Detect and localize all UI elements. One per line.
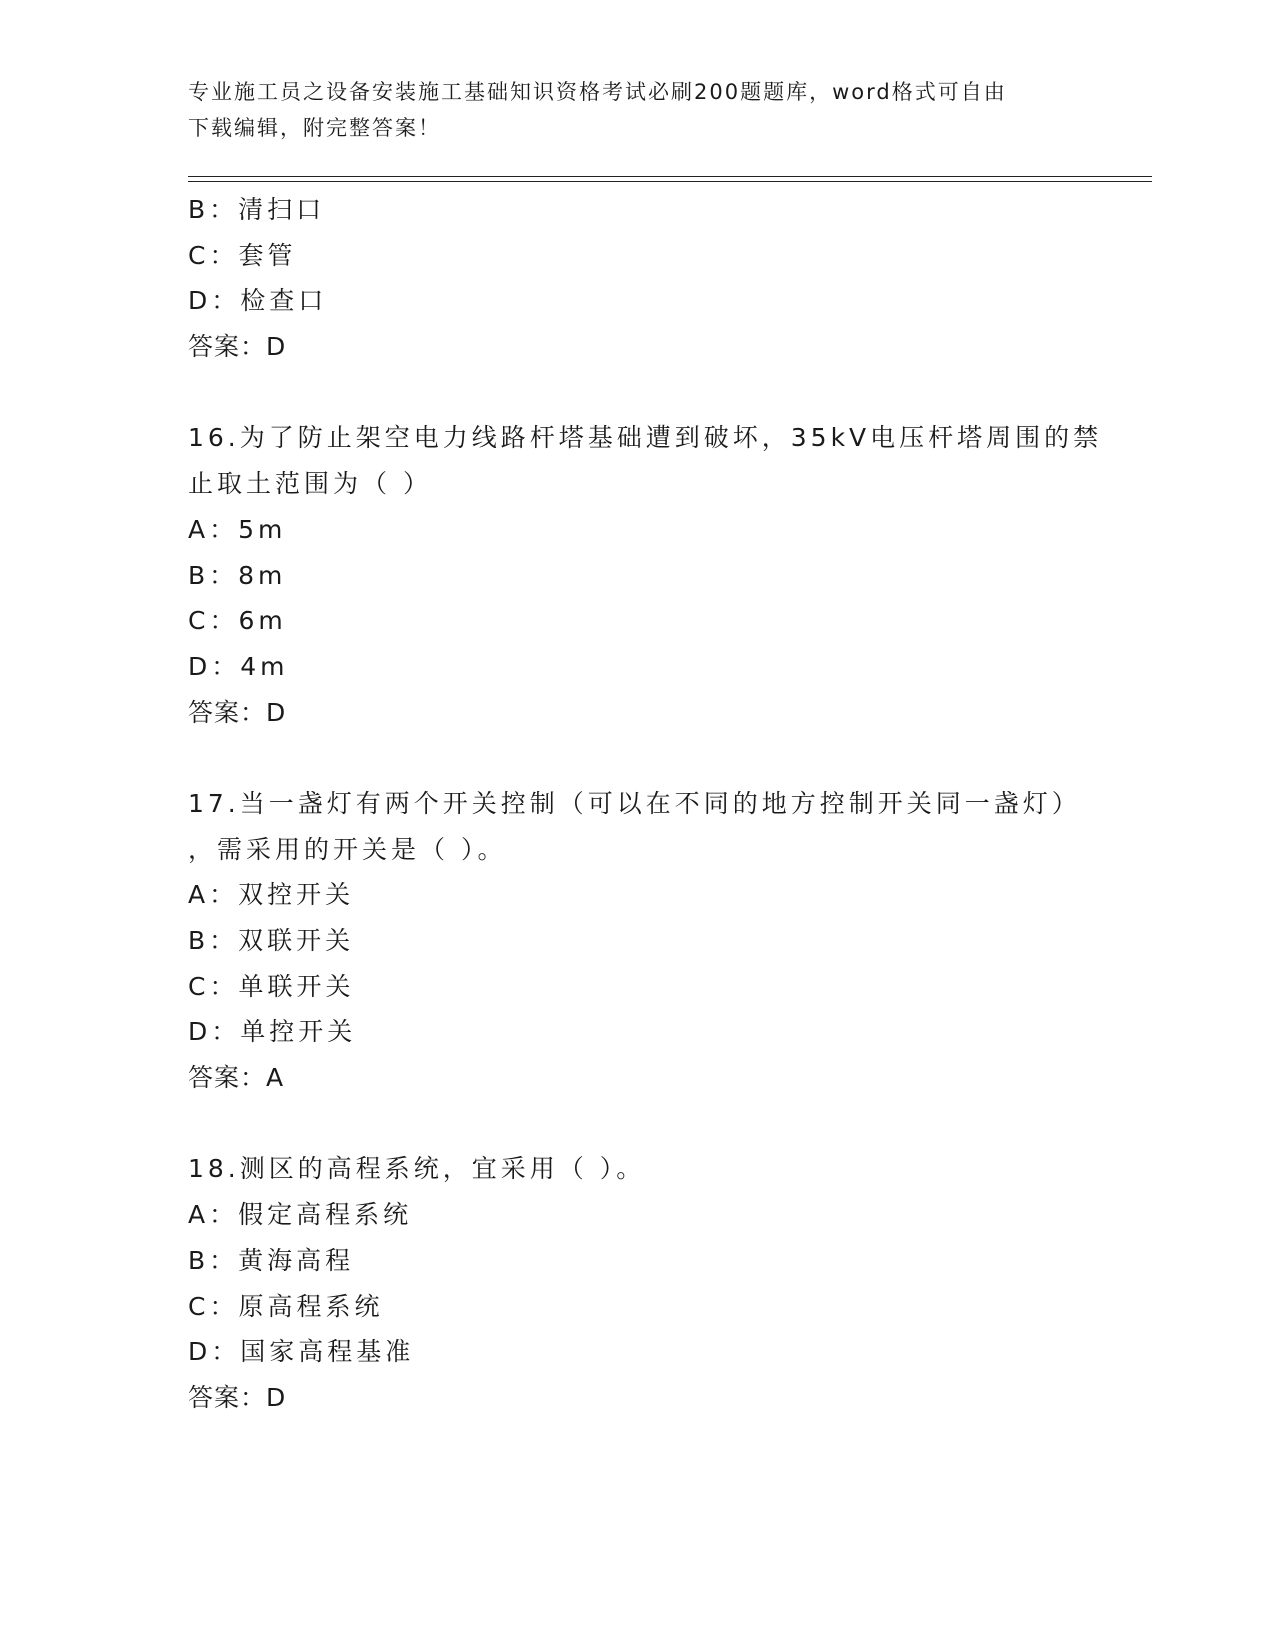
option-c: C：单联开关 (188, 971, 355, 1001)
answer: 答案：D (188, 697, 287, 727)
answer: 答案：D (188, 1382, 287, 1412)
question-18 (188, 1146, 1088, 1420)
option-b: B：黄海高程 (188, 1245, 355, 1275)
option-a: A：假定高程系统 (188, 1200, 413, 1230)
header-line-2: 下载编辑，附完整答案！ (188, 116, 441, 140)
option-b: B：8m (188, 560, 287, 590)
header-divider-top (188, 176, 1152, 177)
option-b: B：双联开关 (188, 926, 355, 955)
question-stem-cont: ，需采用的开关是（ ）。 (188, 834, 507, 864)
question-stem: 18.测区的高程系统，宜采用（ ）。 (188, 1154, 646, 1184)
header-line-1: 专业施工员之设备安装施工基础知识资格考试必刷200题题库，word格式可自由 (188, 80, 1007, 104)
option-a: A：双控开关 (188, 880, 355, 910)
document-header (188, 74, 1088, 146)
answer: 答案：A (188, 1063, 285, 1093)
option-b: B：清扫口 (188, 195, 326, 224)
answer: 答案：D (188, 332, 287, 362)
spacer (188, 370, 1088, 416)
question-17 (188, 781, 1088, 1101)
option-d: D：检查口 (188, 286, 328, 316)
spacer (188, 735, 1088, 781)
option-c: C：6m (188, 606, 287, 636)
question-stem: 16.为了防止架空电力线路杆塔基础遭到破坏，35kV电压杆塔周围的禁 (188, 423, 1103, 453)
option-d: D：4m (188, 651, 289, 681)
spacer (188, 1101, 1088, 1147)
previous-question-tail (188, 187, 1088, 370)
question-list (188, 187, 1103, 1421)
option-d: D：单控开关 (188, 1017, 357, 1047)
header-divider-bottom (188, 181, 1152, 182)
option-c: C：套管 (188, 240, 297, 270)
option-d: D：国家高程基准 (188, 1337, 415, 1367)
question-stem: 17.当一盏灯有两个开关控制（可以在不同的地方控制开关同一盏灯） (188, 788, 1081, 818)
question-stem-cont: 止取土范围为（ ） (188, 469, 432, 499)
option-a: A：5m (188, 514, 287, 544)
question-16 (188, 415, 1103, 735)
option-c: C：原高程系统 (188, 1291, 384, 1321)
